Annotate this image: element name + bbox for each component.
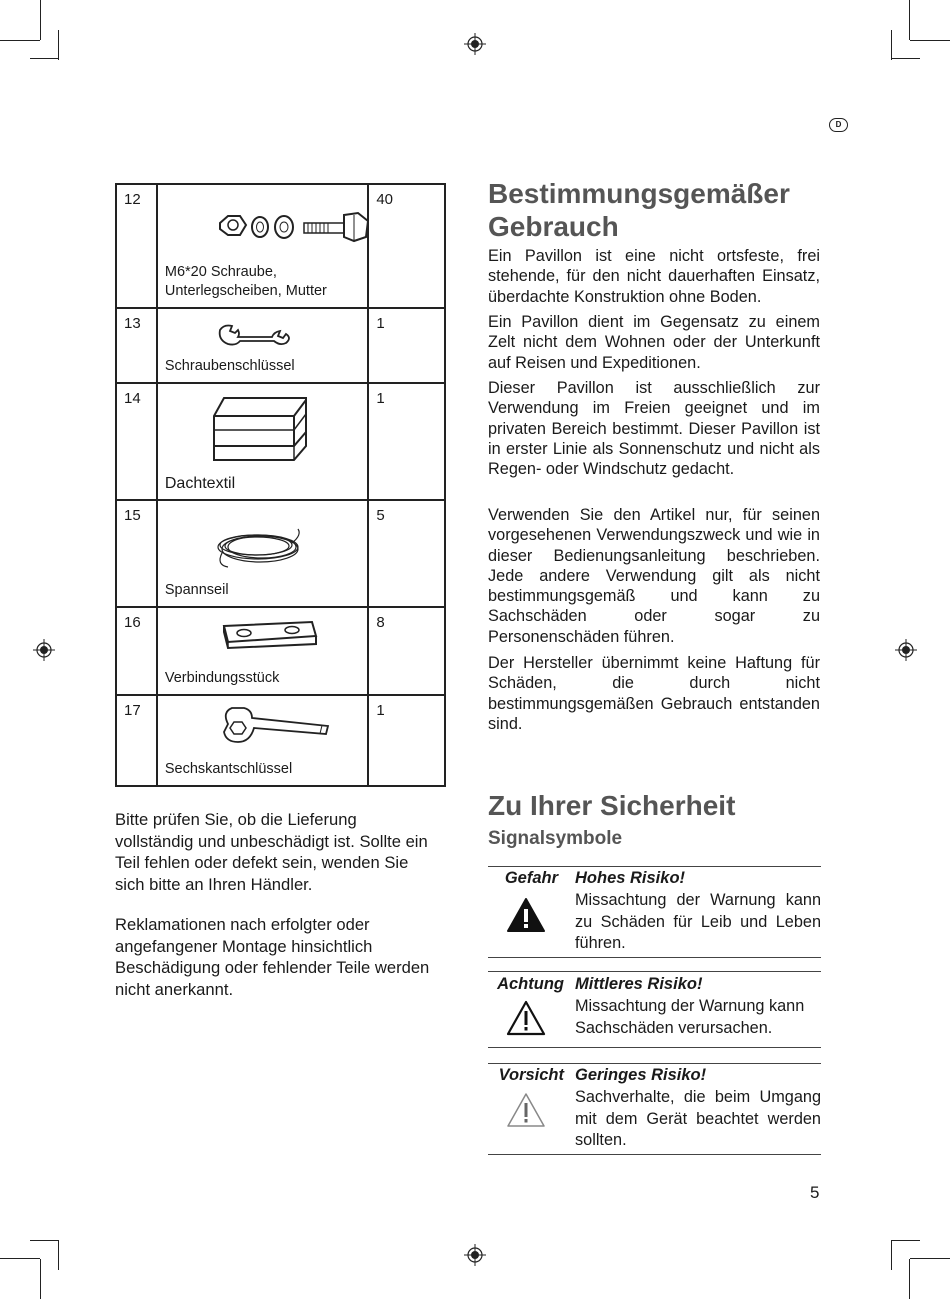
- part-number: 13: [116, 308, 157, 383]
- part-name: Spannseil: [164, 582, 229, 598]
- intended-use-paragraph: Ein Pavillon dient im Gegensatz zu einem Zelt nicht dem Wohnen oder der Unterkunft auf Reisen und Expeditionen.: [488, 313, 820, 372]
- signal-title: Mittleres Risiko!: [575, 975, 703, 993]
- page-number: 5: [810, 1183, 820, 1202]
- crop-mark: [910, 40, 950, 41]
- divider: [488, 1047, 821, 1048]
- intended-use-paragraph: Ein Pavillon ist eine nicht ortsfeste, frei stehende, für den nicht dauerhaften Einsatz, überdachte Konstruktion ohne Boden.: [488, 247, 820, 306]
- part-number: 17: [116, 695, 157, 786]
- crop-mark: [58, 30, 59, 60]
- part-name: Dachtextil: [164, 475, 236, 492]
- crop-mark: [891, 58, 920, 59]
- crop-mark: [30, 58, 59, 59]
- intended-use-paragraph: Der Hersteller übernimmt keine Haftung für Schäden, die durch nicht bestimmungsgemäßen Gebrauch entstanden sind.: [488, 654, 820, 733]
- crop-mark: [891, 1240, 892, 1270]
- signal-description: Missachtung der Warnung kann Sachschäden verursachen.: [575, 997, 805, 1037]
- part-cell: [157, 607, 368, 695]
- part-cell: [157, 308, 368, 383]
- signal-description: Sachverhalte, die beim Umgang mit dem Gerät beachtet werden sollten.: [575, 1088, 821, 1149]
- connector-plate-icon: [216, 618, 320, 650]
- signal-word: Achtung: [497, 975, 564, 993]
- crop-mark: [0, 40, 40, 41]
- signal-word: Gefahr: [504, 869, 558, 887]
- crop-mark: [58, 1240, 59, 1270]
- part-quantity: 40: [368, 184, 445, 308]
- hex-key-icon: [214, 702, 334, 748]
- part-cell: [157, 500, 368, 607]
- part-cell: [157, 695, 368, 786]
- language-badge: D: [829, 118, 848, 132]
- part-quantity: 1: [368, 383, 445, 500]
- part-number: 14: [116, 383, 157, 500]
- intended-use-heading: Bestimmungsgemäßer Gebrauch: [488, 178, 790, 242]
- registration-mark-icon: [464, 1244, 486, 1266]
- part-quantity: 1: [368, 308, 445, 383]
- delivery-check-paragraph: Bitte prüfen Sie, ob die Lieferung vollständig und unbeschädigt ist. Sollte ein Teil fehlen oder defekt sein, wenden Sie sich bitte an Ihren Händler.: [115, 810, 428, 894]
- signal-symbols-subheading: Signalsymbole: [488, 828, 623, 849]
- registration-mark-icon: [33, 639, 55, 661]
- complaints-paragraph: Reklamationen nach erfolgter oder angefangener Montage hinsichtlich Beschädigung oder fehlender Teile werden nicht anerkannt.: [115, 915, 430, 999]
- bolt-washers-nut-icon: [216, 211, 376, 253]
- wrench-icon: [216, 322, 296, 348]
- part-name: Sechskantschlüssel: [164, 761, 293, 777]
- crop-mark: [891, 30, 892, 60]
- table-row: [116, 695, 445, 786]
- table-row: [116, 500, 445, 607]
- crop-mark: [0, 1258, 40, 1259]
- rope-icon: [212, 525, 304, 571]
- divider: [488, 866, 821, 867]
- signal-word: Vorsicht: [498, 1066, 564, 1084]
- crop-mark: [909, 0, 910, 40]
- signal-title: Geringes Risiko!: [575, 1066, 707, 1084]
- part-number: 15: [116, 500, 157, 607]
- part-quantity: 8: [368, 607, 445, 695]
- table-row: [116, 383, 445, 500]
- crop-mark: [909, 1259, 910, 1299]
- crop-mark: [40, 0, 41, 40]
- registration-mark-icon: [895, 639, 917, 661]
- parts-table: [115, 183, 446, 787]
- crop-mark: [891, 1240, 920, 1241]
- crop-mark: [910, 1258, 950, 1259]
- signal-description: Missachtung der Warnung kann zu Schäden für Leib und Leben führen.: [575, 891, 821, 952]
- part-number: 16: [116, 607, 157, 695]
- safety-heading: Zu Ihrer Sicherheit: [488, 790, 736, 821]
- table-row: [116, 607, 445, 695]
- warning-filled-icon: [506, 897, 546, 933]
- divider: [488, 1063, 821, 1064]
- part-quantity: 5: [368, 500, 445, 607]
- part-number: 12: [116, 184, 157, 308]
- warning-outline-icon: [506, 1000, 546, 1036]
- part-quantity: 1: [368, 695, 445, 786]
- table-row: [116, 184, 445, 308]
- registration-mark-icon: [464, 33, 486, 55]
- divider: [488, 971, 821, 972]
- divider: [488, 1154, 821, 1155]
- intended-use-paragraph: Verwenden Sie den Artikel nur, für seinen vorgesehenen Verwendungszweck und wie in dieser Bedienungsanleitung beschrieben. Jede andere Verwendung gilt als nicht bestimmungsgemäß und kann zu Sachschäden oder sogar zu Personenschäden führen.: [488, 506, 820, 646]
- part-name: Verbindungsstück: [164, 670, 280, 686]
- table-row: [116, 308, 445, 383]
- part-name: M6*20 Schraube, Unterlegscheiben, Mutter: [164, 264, 327, 299]
- signal-title: Hohes Risiko!: [575, 869, 686, 887]
- intended-use-paragraph: Dieser Pavillon ist ausschließlich zur Verwendung im Freien geeignet und im privaten Bereich bestimmt. Dieser Pavillon ist in erster Linie als Sonnenschutz und nicht als Regen- oder Windschutz gedacht.: [488, 379, 820, 479]
- part-cell: [157, 383, 368, 500]
- crop-mark: [30, 1240, 59, 1241]
- folded-fabric-icon: [210, 394, 312, 466]
- part-cell: [157, 184, 368, 308]
- crop-mark: [40, 1259, 41, 1299]
- divider: [488, 957, 821, 958]
- warning-light-icon: [506, 1092, 546, 1128]
- part-name: Schraubenschlüssel: [164, 358, 295, 374]
